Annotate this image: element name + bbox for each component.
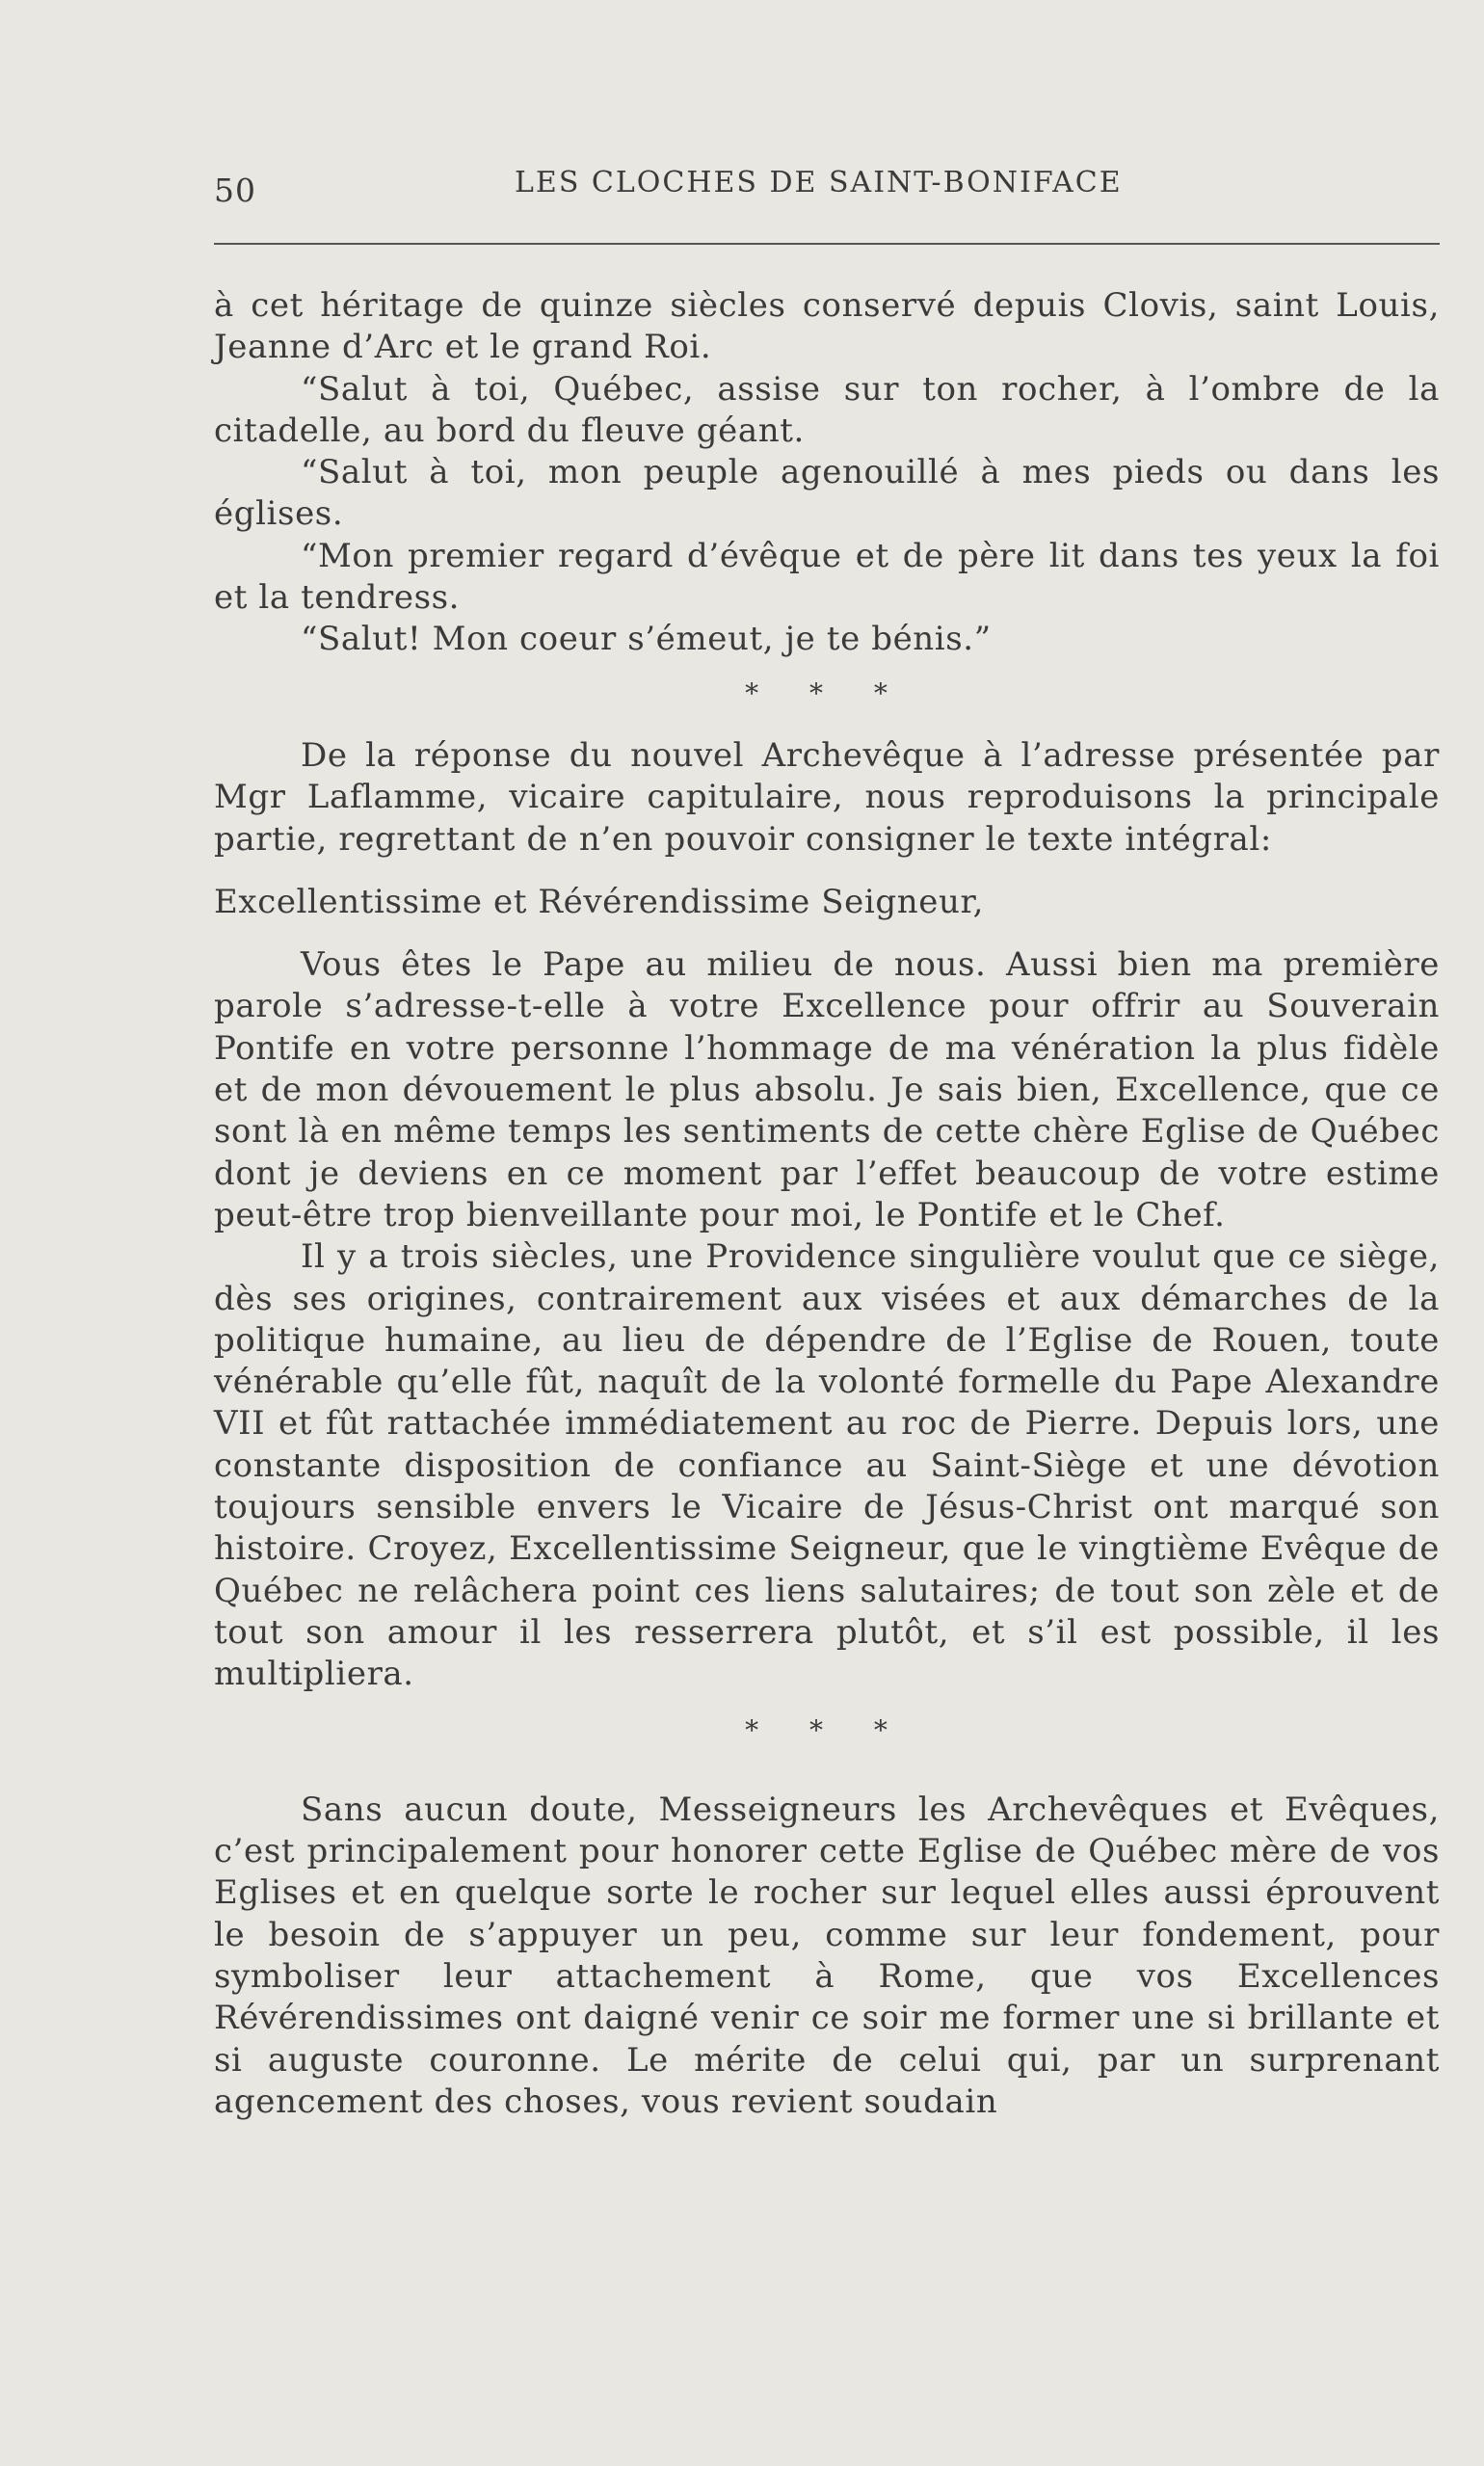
header-rule [214, 243, 1440, 245]
paragraph: “Salut à toi, mon peuple agenouillé à mes pieds ou dans les églises. [214, 453, 1440, 534]
section-separator: * * * [745, 1713, 909, 1746]
paragraph: Il y a trois siècles, une Providence singulière voulut que ce siège, dès ses origines, contrairement aux visées et aux démarches de la politique humaine, au lieu de dépendre de l’Eglise de Rouen, toute vénérable qu’elle fût, naquît de la volonté formelle du Pape Alexandre VII et fût rattachée immédiatement au roc de Pierre. Depuis lors, une constante disposition de confiance au Saint-Siège et une dévotion toujours sensible envers le Vicaire de Jésus-Christ ont marqué son histoire. Croyez, Excellentissime Seigneur, que le vingtième Evêque de Québec ne relâchera point ces liens salutaires; de tout son zèle et de tout son amour il les resserrera plutôt, et s’il est possible, il les multipliera. [214, 1237, 1440, 1694]
body-text [214, 285, 1440, 2123]
running-head [214, 154, 1440, 222]
paragraph: “Mon premier regard d’évêque et de père lit dans tes yeux la foi et la tendress. [214, 536, 1440, 618]
paragraph: “Salut! Mon coeur s’émeut, je te bénis.” [301, 620, 992, 659]
paragraph: à cet héritage de quinze siècles conservé depuis Clovis, saint Louis, Jeanne d’Arc et le grand Roi. [214, 286, 1440, 367]
paragraph: “Salut à toi, Québec, assise sur ton rocher, à l’ombre de la citadelle, au bord du fleuve géant. [214, 369, 1440, 450]
paragraph: Vous êtes le Pape au milieu de nous. Aussi bien ma première parole s’adresse-t-elle à votre Excellence pour offrir au Souverain Pontife en votre personne l’hommage de ma vénération la plus fidèle et de mon dévouement le plus absolu. Je sais bien, Excellence, que ce sont là en même temps les sentiments de cette chère Eglise de Québec dont je deviens en ce moment par l’effet beaucoup de votre estime peut-être trop bienveillante pour moi, le Pontife et le Chef. [214, 945, 1440, 1234]
section-separator: * * * [745, 676, 909, 709]
paragraph: Sans aucun doute, Messeigneurs les Archevêques et Evêques, c’est principalement pour honorer cette Eglise de Québec mère de vos Eglises et en quelque sorte le rocher sur lequel elles aussi éprouvent le besoin de s’appuyer un peu, comme sur leur fondement, pour symboliser leur attachement à Rome, que vos Excellences Révérendissimes ont daigné venir ce soir me former une si brillante et si auguste couronne. Le mérite de celui qui, par un surprenant agencement des choses, vous revient soudain [214, 1790, 1440, 2121]
running-title: LES CLOCHES DE SAINT-BONIFACE [515, 166, 1123, 199]
page-number: 50 [214, 172, 256, 209]
paragraph: De la réponse du nouvel Archevêque à l’adresse présentée par Mgr Laflamme, vicaire capitulaire, nous reproduisons la principale partie, regrettant de n’en pouvoir consigner le texte intégral: [214, 735, 1440, 859]
salutation: Excellentissime et Révérendissime Seigneur, [214, 882, 984, 921]
book-page [214, 154, 1440, 2123]
